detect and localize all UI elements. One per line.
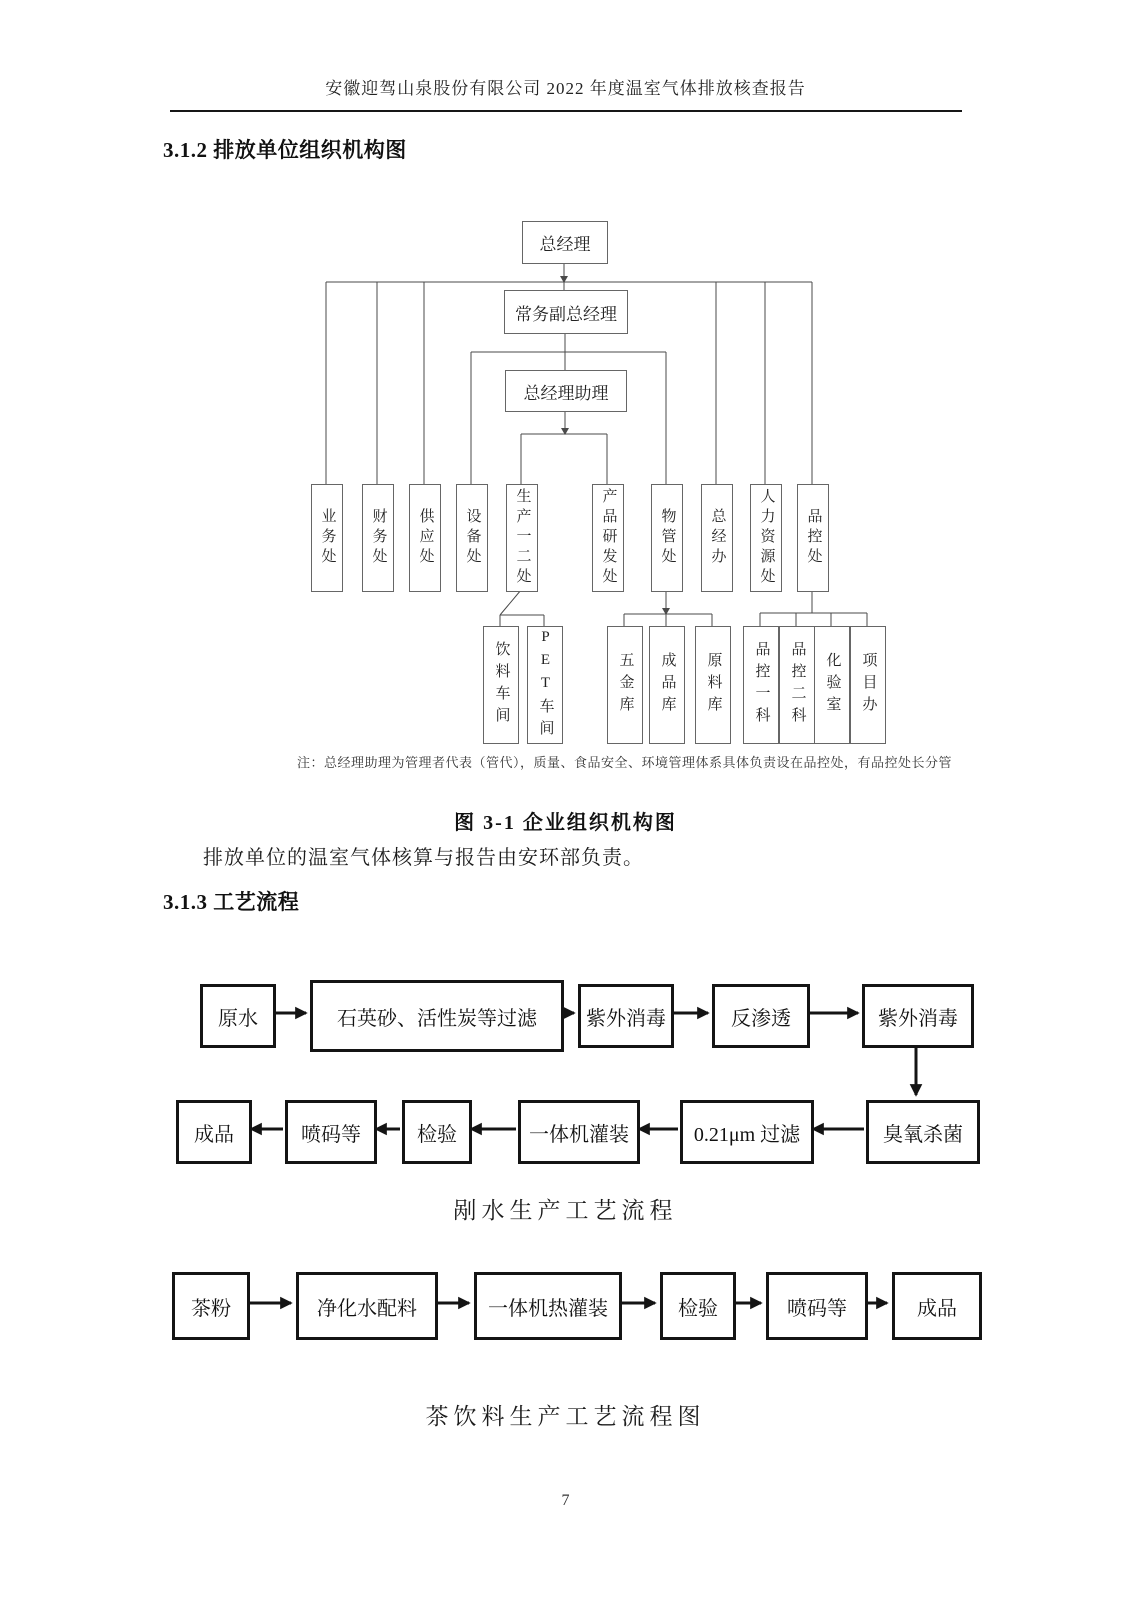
page-header-title: 安徽迎驾山泉股份有限公司 2022 年度温室气体排放核查报告: [325, 79, 806, 98]
org-chart-note: 注：总经理助理为管理者代表（管代），质量、食品安全、环境管理体系具体负责设在品控处，有品控处长分管: [297, 755, 953, 770]
water-step-raw-water: 原水: [200, 984, 276, 1048]
org-dept-business: 业务处: [311, 484, 343, 592]
water-step-ozone: 臭氧杀菌: [866, 1100, 980, 1164]
org-sub-project-office: 项目办: [850, 626, 886, 744]
tea-step-inspection: 检验: [660, 1272, 736, 1340]
org-sub-laboratory: 化验室: [814, 626, 850, 744]
org-sub-pet-workshop: PET车间: [527, 626, 563, 744]
header-rule: [170, 110, 962, 112]
tea-step-tea-powder: 茶粉: [172, 1272, 250, 1340]
org-box-gm-assistant: [505, 370, 627, 412]
tea-step-finished-product: 成品: [892, 1272, 982, 1340]
org-dept-production-1-2: 生产一二处: [506, 484, 538, 592]
org-sub-qc-section-2: 品控二科: [779, 626, 815, 744]
org-box-deputy-general-manager: [504, 290, 628, 334]
water-flow-caption: 剐水生产工艺流程: [453, 1198, 678, 1223]
org-box-label: 总经理助理: [523, 383, 609, 403]
water-step-uv-1: 紫外消毒: [578, 984, 674, 1048]
org-dept-supply: 供应处: [409, 484, 441, 592]
org-sub-hardware-warehouse: 五金库: [607, 626, 643, 744]
org-dept-hr: 人力资源处: [750, 484, 782, 592]
water-step-inspection: 检验: [402, 1100, 472, 1164]
tea-step-hot-filling-machine: 一体机热灌装: [474, 1272, 622, 1340]
water-step-finished-product: 成品: [176, 1100, 252, 1164]
org-dept-materials: 物管处: [651, 484, 683, 592]
org-box-label: 常务副总经理: [515, 304, 617, 324]
water-step-filling-machine: 一体机灌装: [518, 1100, 640, 1164]
body-paragraph: 排放单位的温室气体核算与报告由安环部负责。: [203, 847, 644, 869]
org-box-general-manager: [522, 221, 608, 264]
section-heading-313: 3.1.3 工艺流程: [163, 890, 300, 914]
org-sub-raw-material-warehouse: 原料库: [695, 626, 731, 744]
org-box-label: 总经理: [539, 235, 591, 254]
figure-3-1-caption: 图 3-1 企业组织机构图: [454, 812, 677, 834]
org-dept-finance: 财务处: [362, 484, 394, 592]
water-step-filtration: 石英砂、活性炭等过滤: [310, 980, 564, 1052]
org-sub-beverage-workshop: 饮料车间: [483, 626, 519, 744]
tea-step-purified-water-mixing: 净化水配料: [296, 1272, 438, 1340]
org-sub-finished-goods-warehouse: 成品库: [649, 626, 685, 744]
org-dept-gm-office: 总经办: [701, 484, 733, 592]
water-step-coding: 喷码等: [285, 1100, 377, 1164]
water-step-micron-filter: 0.21μm 过滤: [680, 1100, 814, 1164]
tea-step-coding: 喷码等: [766, 1272, 868, 1340]
water-step-uv-2: 紫外消毒: [862, 984, 974, 1048]
tea-flow-caption: 茶饮料生产工艺流程图: [425, 1404, 706, 1429]
org-sub-qc-section-1: 品控一科: [743, 626, 779, 744]
org-dept-product-rd: 产品研发处: [592, 484, 624, 592]
section-heading-312: 3.1.2 排放单位组织机构图: [163, 138, 407, 162]
page-number: 7: [561, 1492, 570, 1509]
water-step-reverse-osmosis: 反渗透: [712, 984, 810, 1048]
org-dept-equipment: 设备处: [456, 484, 488, 592]
org-dept-quality-control: 品控处: [797, 484, 829, 592]
